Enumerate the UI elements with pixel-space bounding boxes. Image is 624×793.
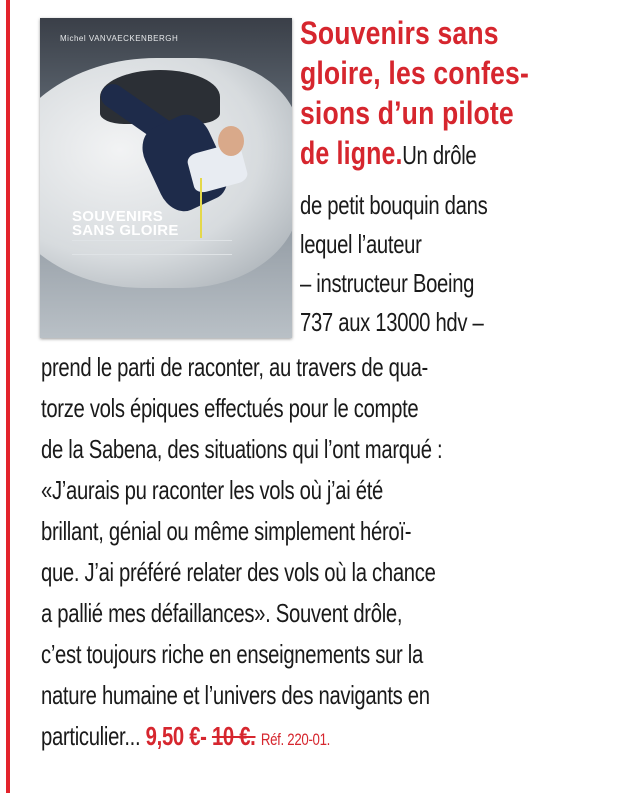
adjacent-column-edge [614, 0, 624, 793]
body-line-13: c’est toujours riche en enseignements sur la [41, 639, 423, 669]
cover-figure-head [218, 126, 244, 156]
cover-title-line-2: SANS GLOIRE [72, 222, 179, 239]
body-line-14: nature humaine et l’univers des navigants en [41, 680, 430, 710]
body-line-8: de la Sabena, des situations qui l’ont marqué : [41, 434, 443, 464]
headline-line-1: Souvenirs sans [300, 15, 499, 51]
cover-title [72, 210, 212, 238]
body-line-15 [41, 719, 330, 757]
headline-line-4-and-body-start [300, 136, 476, 173]
cover-rule [72, 240, 232, 241]
reference: Réf. 220-01. [260, 730, 331, 749]
body-line-5: 737 aux 13000 hdv – [300, 307, 484, 337]
body-line-12: a pallié mes défaillances». Souvent drôle, [41, 598, 403, 628]
body-line-6: prend le parti de raconter, au travers de qua- [41, 352, 428, 382]
cover-rule-2 [72, 254, 232, 255]
cover-author: Michel VANVAECKENBERGH [60, 34, 179, 43]
headline-end-punct: . [395, 135, 403, 171]
price-new: 9,50 €- [145, 721, 207, 751]
body-line-11: que. J’ai préféré relater des vols où la chance [41, 557, 436, 587]
price-old: 10 €. [211, 721, 256, 751]
body-line-4: – instructeur Boeing [300, 268, 475, 298]
left-red-rule [6, 0, 10, 793]
body-line-7: torze vols épiques effectués pour le compte [41, 393, 419, 423]
body-line-2: de petit bouquin dans [300, 190, 488, 220]
headline-line-2: gloire, les confes- [300, 55, 529, 91]
book-cover-image [40, 18, 292, 338]
body-line-3: lequel l’auteur [300, 229, 422, 259]
headline-line-4: de ligne [300, 135, 396, 171]
headline-line-3: sions d’un pilote [300, 95, 514, 131]
body-last-text: particulier... [41, 721, 146, 751]
body-line-9: «J’aurais pu raconter les vols où j’ai été [41, 475, 383, 505]
body-line-10: brillant, génial ou même simplement héroï- [41, 516, 412, 546]
body-line-1: Un drôle [402, 140, 477, 170]
cover-title-line-1: SOUVENIRS [72, 208, 164, 225]
